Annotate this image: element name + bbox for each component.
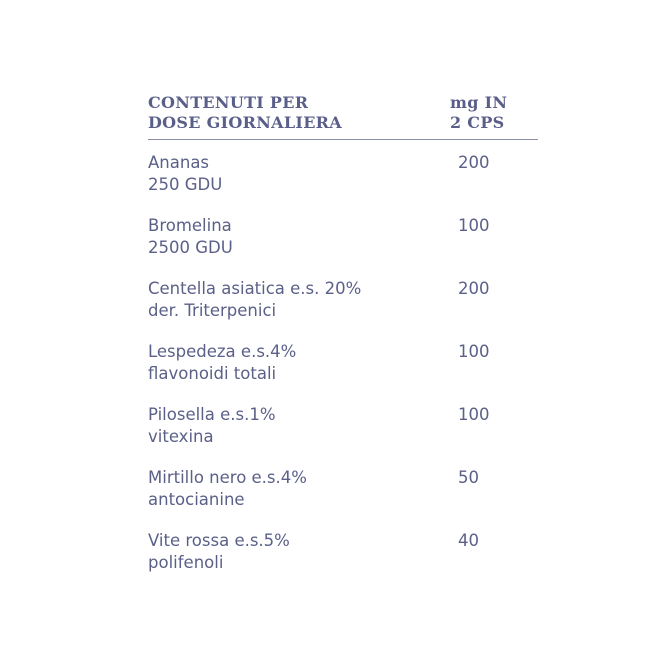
ingredient-cell bbox=[148, 467, 448, 530]
ingredient-detail: antocianine bbox=[148, 490, 245, 509]
ingredient-cell bbox=[148, 278, 448, 341]
table-row bbox=[148, 530, 538, 593]
ingredient-name: Centella asiatica e.s. 20% bbox=[148, 279, 362, 298]
ingredient-quantity: 100 bbox=[458, 405, 490, 424]
ingredient-detail: der. Triterpenici bbox=[148, 301, 277, 320]
table-row bbox=[148, 152, 538, 215]
ingredient-quantity: 50 bbox=[458, 468, 479, 487]
ingredient-quantity: 200 bbox=[458, 279, 490, 298]
ingredient-quantity: 40 bbox=[458, 531, 479, 550]
ingredient-cell bbox=[148, 215, 448, 278]
ingredient-detail: flavonoidi totali bbox=[148, 364, 277, 383]
table-row bbox=[148, 404, 538, 467]
ingredient-name: Mirtillo nero e.s.4% bbox=[148, 468, 307, 487]
ingredient-name: Pilosella e.s.1% bbox=[148, 405, 276, 424]
ingredient-quantity: 100 bbox=[458, 216, 490, 235]
ingredient-detail: 2500 GDU bbox=[148, 238, 233, 257]
ingredient-detail: 250 GDU bbox=[148, 175, 223, 194]
table-row bbox=[148, 341, 538, 404]
ingredient-name: Ananas bbox=[148, 153, 210, 172]
table-body bbox=[148, 140, 538, 593]
ingredient-detail: polifenoli bbox=[148, 553, 224, 572]
header-quantity-label: mg IN 2 CPS bbox=[450, 93, 508, 132]
ingredient-name: Vite rossa e.s.5% bbox=[148, 531, 290, 550]
ingredient-name: Bromelina bbox=[148, 216, 232, 235]
table-row bbox=[148, 215, 538, 278]
ingredient-quantity: 200 bbox=[458, 153, 490, 172]
ingredient-cell bbox=[148, 341, 448, 404]
table-row bbox=[148, 278, 538, 341]
ingredient-cell bbox=[148, 530, 448, 593]
table-header bbox=[148, 93, 538, 140]
ingredient-cell bbox=[148, 404, 448, 467]
ingredient-quantity: 100 bbox=[458, 342, 490, 361]
ingredient-cell bbox=[148, 152, 448, 215]
ingredient-detail: vitexina bbox=[148, 427, 214, 446]
header-contents-label: CONTENUTI PER DOSE GIORNALIERA bbox=[148, 93, 342, 132]
nutrition-table bbox=[148, 93, 538, 593]
table-row bbox=[148, 467, 538, 530]
ingredient-name: Lespedeza e.s.4% bbox=[148, 342, 297, 361]
